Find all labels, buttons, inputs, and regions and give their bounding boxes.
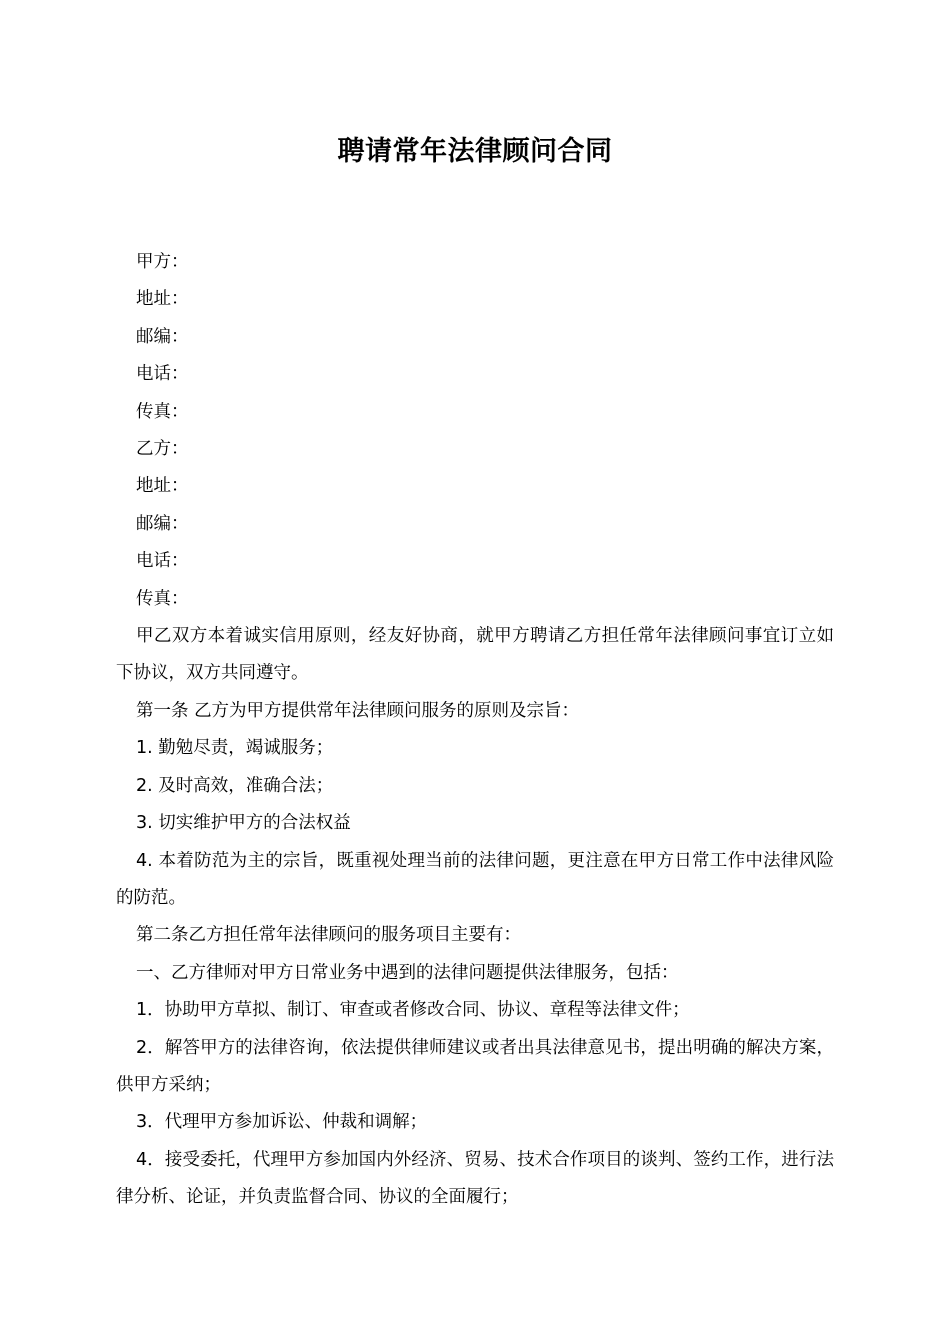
party-b-phone-line bbox=[116, 543, 834, 580]
party-b-name-line bbox=[116, 431, 834, 468]
article-1-item-2: 2. 及时高效，准确合法； bbox=[136, 775, 334, 796]
article-2-item-1: 1．协助甲方草拟、制订、审查或者修改合同、协议、章程等法律文件； bbox=[136, 1000, 690, 1021]
party-b-address-line bbox=[116, 468, 834, 505]
article-1-item-1: 1. 勤勉尽责，竭诚服务； bbox=[136, 738, 334, 759]
article-1-item-4: 4. 本着防范为主的宗旨，既重视处理当前的法律问题，更注意在甲方日常工作中法律风险的防范。 bbox=[116, 850, 834, 908]
article-1-item-3: 3. 切实维护甲方的合法权益 bbox=[136, 813, 351, 834]
article-1-heading: 第一条 乙方为甲方提供常年法律顾问服务的原则及宗旨： bbox=[136, 700, 580, 721]
party-b-postcode-label: 邮编： bbox=[136, 513, 189, 534]
party-a-fax-label: 传真： bbox=[136, 401, 189, 422]
document-title: 聘请常年法律顾问合同 bbox=[337, 136, 613, 167]
party-a-address-label: 地址： bbox=[136, 289, 189, 310]
preamble-paragraph: 甲乙双方本着诚实信用原则，经友好协商，就甲方聘请乙方担任常年法律顾问事宜订立如下协议，双方共同遵守。 bbox=[116, 626, 834, 684]
article-2-heading: 第二条乙方担任常年法律顾问的服务项目主要有： bbox=[136, 925, 521, 946]
article-2-section-1-heading: 一、乙方律师对甲方日常业务中遇到的法律问题提供法律服务，包括： bbox=[136, 962, 679, 983]
party-b-address-label: 地址： bbox=[136, 476, 189, 497]
party-a-postcode-line bbox=[116, 319, 834, 356]
article-2-item-2: 2．解答甲方的法律咨询，依法提供律师建议或者出具法律意见书，提出明确的解决方案，供甲方采纳； bbox=[116, 1037, 834, 1095]
party-a-fax-line bbox=[116, 394, 834, 431]
article-2-item-3: 3．代理甲方参加诉讼、仲裁和调解； bbox=[136, 1112, 428, 1133]
article-2-item-4: 4．接受委托，代理甲方参加国内外经济、贸易、技术合作项目的谈判、签约工作，进行法律分析、论证，并负责监督合同、协议的全面履行； bbox=[116, 1149, 834, 1208]
document-body bbox=[116, 244, 834, 1217]
party-a-phone-line bbox=[116, 356, 834, 393]
party-b-name-label: 乙方： bbox=[136, 439, 189, 460]
party-a-phone-label: 电话： bbox=[136, 364, 189, 385]
party-a-name-label: 甲方： bbox=[136, 252, 189, 272]
party-a-address-line bbox=[116, 281, 834, 318]
party-b-postcode-line bbox=[116, 506, 834, 543]
party-b-fax-line bbox=[116, 581, 834, 618]
party-b-phone-label: 电话： bbox=[136, 551, 189, 572]
party-a-postcode-label: 邮编： bbox=[136, 326, 189, 347]
party-a-name-line bbox=[116, 244, 834, 281]
party-b-fax-label: 传真： bbox=[136, 588, 189, 609]
